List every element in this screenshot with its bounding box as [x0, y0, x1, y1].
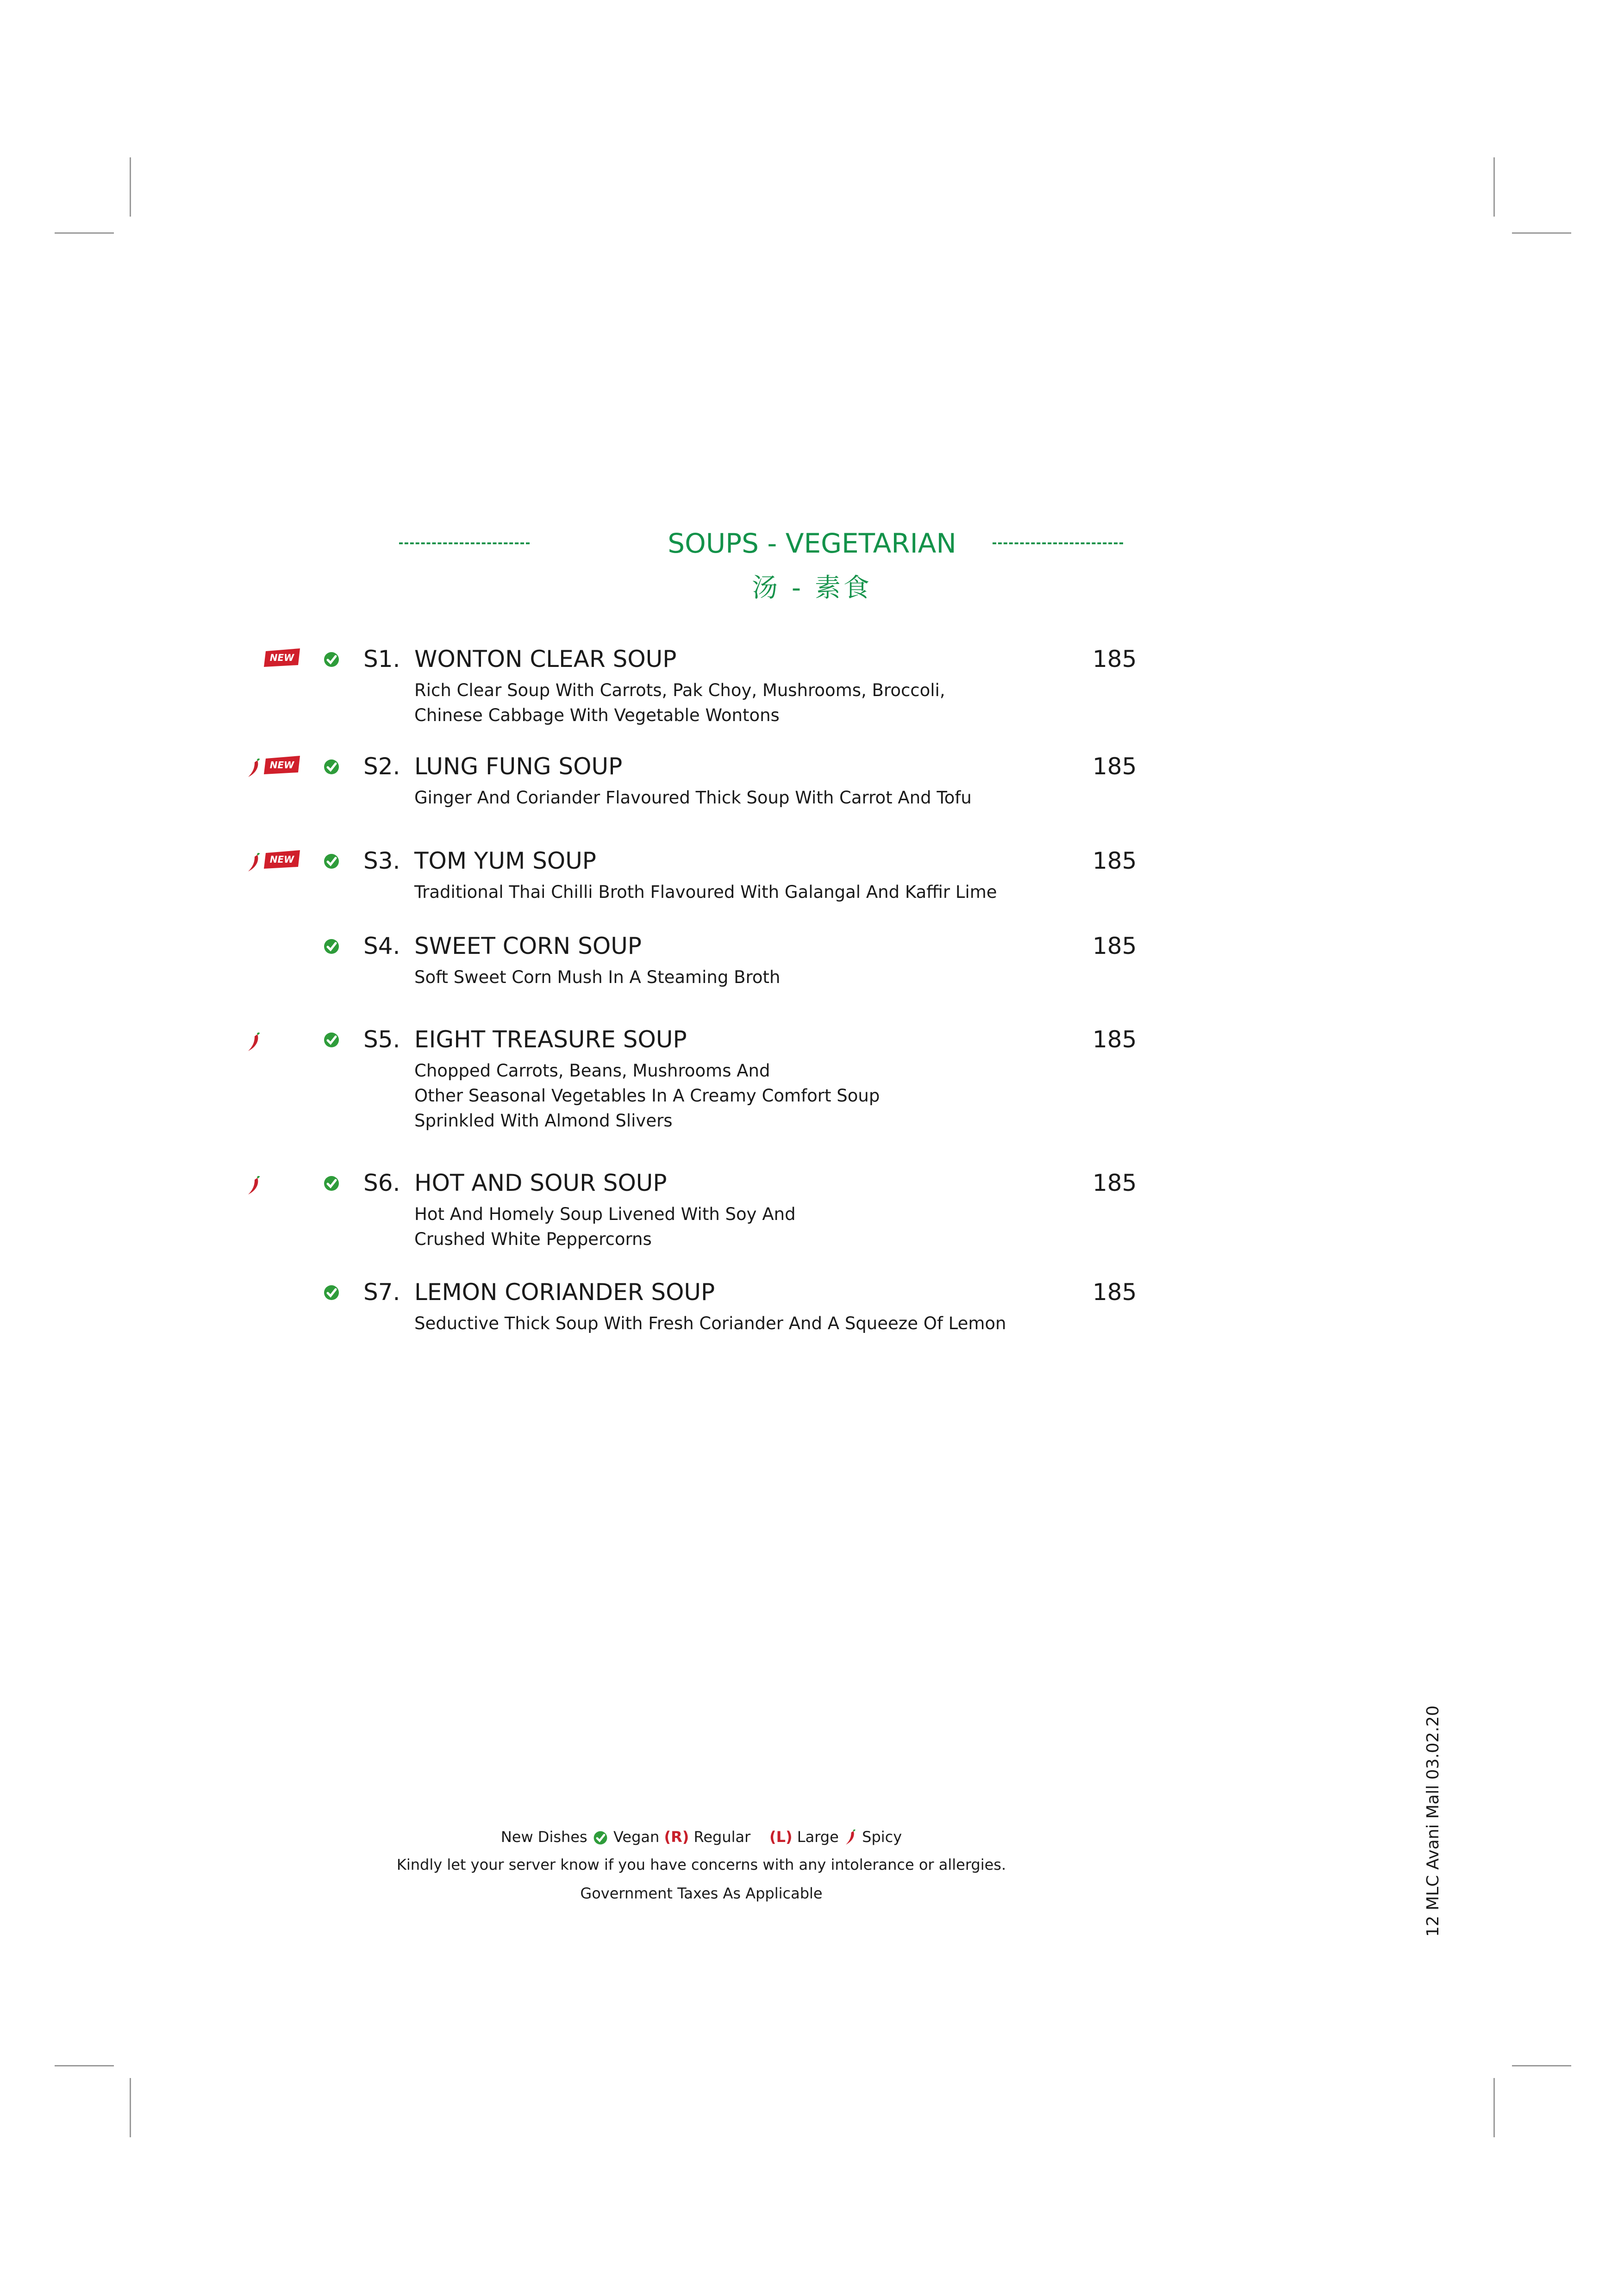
- item-description: [414, 1202, 1109, 1252]
- allergy-note: Kindly let your server know if you have concerns with any intolerance or allergies.: [396, 1856, 1006, 1873]
- crop-mark-top-right-h: [1512, 232, 1571, 234]
- crop-mark-top-left-v: [130, 157, 131, 217]
- chili-icon: [843, 1829, 857, 1846]
- crop-mark-top-left-h: [55, 232, 114, 234]
- item-badges: [245, 1028, 352, 1056]
- item-badges: [245, 1171, 352, 1199]
- vegan-icon: [322, 1174, 341, 1193]
- legend-vegan: Vegan: [613, 1828, 660, 1846]
- item-description-line: Chopped Carrots, Beans, Mushrooms And: [414, 1061, 770, 1081]
- item-code: S1.: [363, 646, 400, 672]
- item-badges: [245, 1281, 352, 1308]
- item-badges: [245, 934, 352, 962]
- legend-new-dishes: New Dishes: [500, 1828, 587, 1846]
- legend-regular: Regular: [693, 1828, 751, 1846]
- item-code: S4.: [363, 933, 400, 959]
- chili-icon: [245, 759, 262, 779]
- new-tag-icon: [263, 755, 302, 775]
- crop-mark-bottom-right-h: [1512, 2065, 1571, 2066]
- page-title: SOUPS - VEGETARIAN: [668, 528, 956, 559]
- item-name: HOT AND SOUR SOUP: [414, 1170, 667, 1196]
- item-description-line: Soft Sweet Corn Mush In A Steaming Broth: [414, 967, 781, 987]
- item-description: [414, 678, 1109, 728]
- item-name: WONTON CLEAR SOUP: [414, 646, 677, 672]
- vegan-icon: [592, 1829, 609, 1846]
- svg-text:NEW: NEW: [269, 759, 294, 771]
- item-badges: [245, 755, 352, 783]
- item-price: 185: [1093, 1279, 1137, 1306]
- vegan-icon: [322, 852, 341, 871]
- page-header: [0, 528, 1624, 604]
- item-badges: [245, 647, 352, 675]
- item-price: 185: [1093, 646, 1137, 672]
- item-description: [414, 965, 1109, 990]
- svg-text:NEW: NEW: [269, 854, 294, 865]
- item-description-line: Chinese Cabbage With Vegetable Wontons: [414, 705, 780, 725]
- legend-spicy: Spicy: [862, 1828, 902, 1846]
- item-description-line: Traditional Thai Chilli Broth Flavoured With Galangal And Kaffir Lime: [414, 882, 997, 902]
- legend: [0, 1828, 1403, 1846]
- vegan-icon: [322, 1031, 341, 1049]
- crop-mark-bottom-left-v: [130, 2078, 131, 2137]
- item-code: S5.: [363, 1026, 400, 1053]
- document-code: 12 MLC Avani Mall 03.02.20: [1424, 1705, 1443, 1937]
- item-description-line: Sprinkled With Almond Slivers: [414, 1111, 673, 1131]
- legend-large: Large: [797, 1828, 839, 1846]
- item-code: S7.: [363, 1279, 400, 1306]
- new-tag-icon: [263, 849, 302, 870]
- item-code: S2.: [363, 753, 400, 780]
- crop-mark-bottom-right-v: [1493, 2078, 1495, 2137]
- legend-regular-mark: (R): [664, 1828, 689, 1846]
- chili-icon: [245, 1176, 262, 1196]
- item-description: [414, 1058, 1109, 1133]
- vegan-icon: [322, 1283, 341, 1302]
- item-description-line: Crushed White Peppercorns: [414, 1229, 652, 1249]
- tax-note: Government Taxes As Applicable: [580, 1885, 823, 1902]
- item-name: LEMON CORIANDER SOUP: [414, 1279, 715, 1306]
- item-description-line: Ginger And Coriander Flavoured Thick Soup With Carrot And Tofu: [414, 788, 972, 808]
- item-name: EIGHT TREASURE SOUP: [414, 1026, 687, 1053]
- item-description-line: Rich Clear Soup With Carrots, Pak Choy, Mushrooms, Broccoli,: [414, 680, 945, 700]
- legend-large-mark: (L): [769, 1828, 793, 1846]
- svg-text:NEW: NEW: [269, 652, 294, 663]
- item-name: TOM YUM SOUP: [414, 847, 596, 874]
- item-price: 185: [1093, 847, 1137, 874]
- vegan-icon: [322, 758, 341, 776]
- item-description-line: Other Seasonal Vegetables In A Creamy Comfort Soup: [414, 1086, 880, 1106]
- item-price: 185: [1093, 1026, 1137, 1053]
- vegan-icon: [322, 650, 341, 669]
- item-badges: [245, 849, 352, 877]
- crop-mark-bottom-left-h: [55, 2065, 114, 2066]
- item-name: SWEET CORN SOUP: [414, 933, 642, 959]
- item-description: [414, 1311, 1109, 1336]
- item-description-line: Hot And Homely Soup Livened With Soy And: [414, 1204, 796, 1224]
- new-tag-icon: [263, 647, 302, 668]
- item-price: 185: [1093, 1170, 1137, 1196]
- chili-icon: [245, 853, 262, 873]
- chili-icon: [245, 1033, 262, 1053]
- item-code: S6.: [363, 1170, 400, 1196]
- item-description: [414, 880, 1109, 905]
- page-subtitle: 汤 - 素食: [752, 573, 872, 603]
- item-name: LUNG FUNG SOUP: [414, 753, 623, 780]
- item-description-line: Seductive Thick Soup With Fresh Coriander And A Squeeze Of Lemon: [414, 1313, 1006, 1333]
- item-price: 185: [1093, 753, 1137, 780]
- crop-mark-top-right-v: [1493, 157, 1495, 217]
- item-description: [414, 785, 1109, 810]
- vegan-icon: [322, 937, 341, 956]
- item-price: 185: [1093, 933, 1137, 959]
- item-code: S3.: [363, 847, 400, 874]
